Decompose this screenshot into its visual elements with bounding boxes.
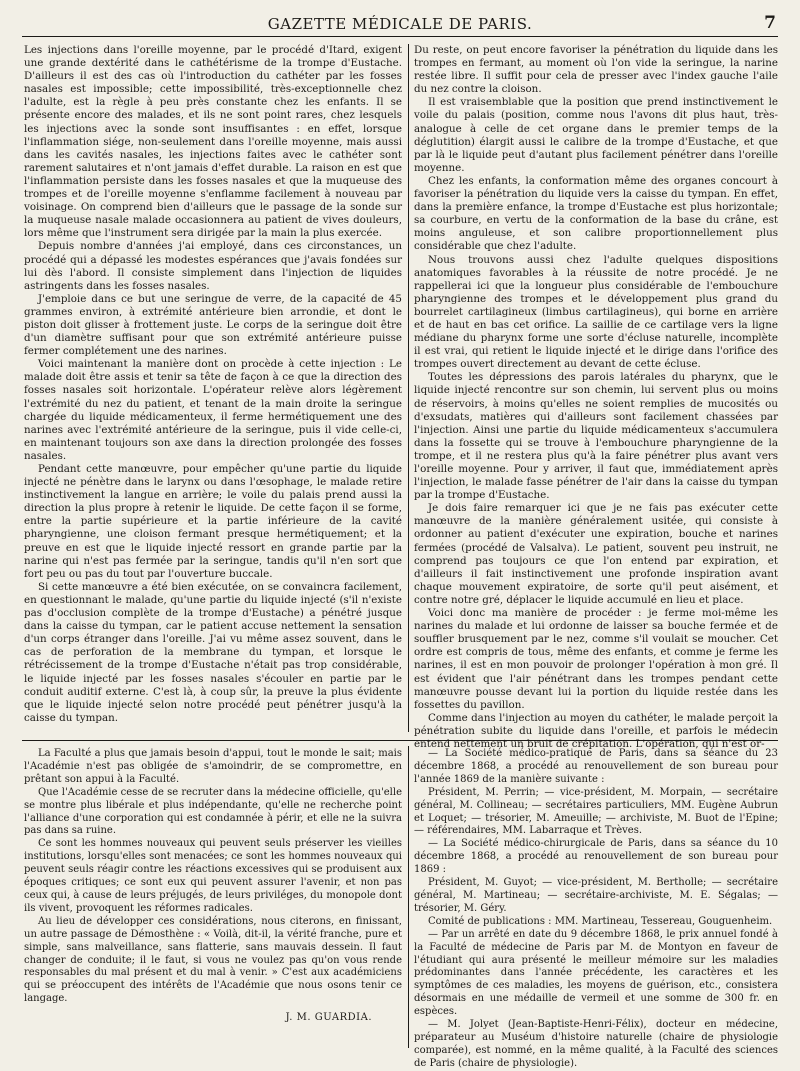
news-paragraph: Président, M. Guyot; — vice-président, M. Bertholle; — secrétaire général, M. Martineau; — secrétaire-archiviste, M. E. Ségalas; — trésorier, M. Géry.: [414, 877, 778, 914]
page-number: 7: [764, 13, 776, 33]
column-divider: [408, 44, 409, 732]
feuilleton-left-column: [24, 748, 402, 1048]
article-paragraph: Comme dans l'injection au moyen du cathéter, le malade perçoit la pénétration subite du liquide dans l'oreille, et parfois le médecin entend nettement un bruit de crépitation. L'opération, qui n'est or-: [414, 711, 778, 750]
news-column: [414, 748, 778, 1069]
news-paragraph: Comité de publications : MM. Martineau, Tessereau, Gouguenheim.: [428, 915, 773, 927]
article-paragraph: Pendant cette manœuvre, pour empêcher qu'une partie du liquide injecté ne pénètre dans le larynx ou dans l'œsophage, le malade retire instinctivement la langue en arrière; le voile du palais prend aussi la direction la plus propre à retenir le liquide. De cette façon il se forme, entre la partie supérieure et la partie inférieure de la cavité pharyngienne, une cloison fermant presque hermétiquement; et la preuve en est que le liquide injecté ressort en grande partie par la narine qui n'est pas fermée par la seringue, tandis qu'il n'en sort que fort peu ou pas du tout par l'ouverture buccale.: [24, 463, 402, 580]
article-paragraph: Du reste, on peut encore favoriser la pénétration du liquide dans les trompes en fermant, au moment où l'on vide la seringue, la narine restée libre. Il suffit pour cela de presser avec l'index gauche l'aile du nez contre la cloison.: [414, 44, 778, 96]
article-paragraph: Je dois faire remarquer ici que je ne fais pas exécuter cette manœuvre de la manière généralement usitée, qui consiste à ordonner au patient d'exécuter une expiration, bouche et narines fermées (procédé de Valsalva). Le patient, souvent peu instruit, ne comprend pas toujours ce que l'on entend par expiration, et d'ailleurs il fait instinctivement une profonde inspiration avant chaque mouvement expiratoire, de sorte qu'il peut aisément, et contre notre gré, déplacer le liquide accumulé en lieu et place.: [414, 502, 778, 606]
feuilleton-divider: [22, 740, 778, 741]
running-head: [22, 14, 778, 37]
article-paragraph: J'emploie dans ce but une seringue de verre, de la capacité de 45 grammes environ, à extrémité antérieure bien arrondie, et dont le piston doit glisser à frottement juste. Le corps de la seringue doit être d'un diamètre suffisant pour que son extrémité antérieure puisse fermer complétement une des narines.: [24, 292, 402, 358]
article-paragraph: Voici maintenant la manière dont on procède à cette injection : Le malade doit être assis et tenir sa tête de façon à ce que la direction des fosses nasales soit horizontale. L'opérateur relève alors légèrement l'extrémité du nez du patient, et tenant de la main droite la seringue chargée du liquide médicamenteux, il ferme hermétiquement une des narines avec l'extrémité antérieure de la seringue, puis il vide celle-ci, en maintenant toujours son axe dans la direction prolongée des fosses nasales.: [24, 358, 402, 462]
article-paragraph: Les injections dans l'oreille moyenne, par le procédé d'Itard, exigent une grande dextérité dans le cathétérisme de la trompe d'Eustache. D'ailleurs il est des cas où l'introduction du cathéter par les fosses nasales est impossible; cette impossibilité, très-exceptionnelle chez l'adulte, est la règle à peu près constante chez les enfants. Il se présente encore des malades, et ils ne sont point rares, chez lesquels les injections avec la sonde sont insuffisantes : en effet, lorsque l'inflammation siége, non-seulement dans l'oreille moyenne, mais aussi dans les cavités nasales, les injections faites avec le cathéter sont rarement salutaires et n'ont jamais d'effet durable. La raison en est que l'inflammation persiste dans les fosses nasales et que la muqueuse des trompes et de l'oreille moyenne s'enflamme facilement à nouveau par voisinage. On comprend bien d'ailleurs que le passage de la sonde sur la muqueuse nasale malade occasionnera au patient de vives douleurs, lors même que l'instrument sera dirigée par la main la plus exercée.: [24, 44, 402, 240]
feuilleton-paragraph: Ce sont les hommes nouveaux qui peuvent seuls préserver les vieilles institutions, lorsqu'elles sont menacées; ce sont les hommes nouveaux qui peuvent seuls réagir contre les réactions excessives qui se produisent aux époques critiques; ce sont eux qui peuvent assurer l'avenir, et non pas ceux qui, à cause de leurs préjugés, de leurs priviléges, du monopole dont ils vivent, provoquent les réformes radicales.: [24, 838, 402, 914]
column-divider: [408, 746, 409, 1048]
feuilleton-paragraph: Que l'Académie cesse de se recruter dans la médecine officielle, qu'elle se montre plus libérale et plus indépendante, qu'elle ne recherche point l'alliance d'une corporation qui est condamnée à périr, et elle ne la suivra pas dans sa ruine.: [24, 786, 402, 837]
article-paragraph: Depuis nombre d'années j'ai employé, dans ces circonstances, un procédé qui a dépassé les modestes espérances que j'avais fondées sur lui dès l'abord. Il consiste simplement dans l'injection de liquides astringents dans les fosses nasales.: [24, 240, 402, 292]
author-signature: J. M. GUARDIA.: [285, 1012, 372, 1024]
article-paragraph: Si cette manœuvre a été bien exécutée, on se convaincra facilement, en questionnant le malade, qu'une partie du liquide injecté (s'il n'existe pas d'occlusion complète de la trompe d'Eustache) a pénétré jusque dans la caisse du tympan, car le patient accuse nettement la sensation d'un corps étranger dans l'oreille. J'ai vu même assez souvent, dans le cas de perforation de la membrane du tympan, et lorsque le rétrécissement de la trompe d'Eustache n'était pas trop considérable, le liquide injecté par les fosses nasales s'écouler en partie par le conduit auditif externe. C'est là, à coup sûr, la preuve la plus évidente que le liquide injecté selon notre procédé peut pénétrer jusqu'à la caisse du tympan.: [24, 580, 402, 724]
news-paragraph: — M. Jolyet (Jean-Baptiste-Henri-Félix), docteur en médecine, préparateur au Muséum d'histoire naturelle (chaire de physiologie comparée), est nommé, en la même qualité, à la Faculté des sciences de Paris (chaire de physiologie).: [414, 1019, 778, 1069]
article-paragraph: Il est vraisemblable que la position que prend instinctivement le voile du palais (position, comme nous l'avons dit plus haut, très-analogue à celle de cet organe dans le premier temps de la déglutition) élargit aussi le calibre de la trompe d'Eustache, et que par là le liquide peut d'autant plus facilement pénétrer dans l'oreille moyenne.: [414, 96, 778, 174]
article-paragraph: Nous trouvons aussi chez l'adulte quelques dispositions anatomiques favorables à la réussite de notre procédé. Je ne rappellerai ici que la longueur plus considérable de l'embouchure pharyngienne des trompes et le développement plus grand du bourrelet cartilagineux (limbus cartilagineus), qui borne en arrière et de haut en bas cet orifice. La saillie de ce cartilage vers la ligne médiane du pharynx forme une sorte d'écluse naturelle, incomplète il est vrai, qui retient le liquide injecté et le dirige dans l'orifice des trompes ouvert directement au devant de cette écluse.: [414, 253, 778, 371]
article-left-column: [24, 44, 402, 729]
article-paragraph: Chez les enfants, la conformation même des organes concourt à favoriser la pénétration du liquide vers la caisse du tympan. En effet, dans la première enfance, la trompe d'Eustache est plus horizontale; sa courbure, en vertu de la conformation de la base du crâne, est moins anguleuse, et son calibre proportionnellement plus considérable que chez l'adulte.: [414, 174, 778, 253]
journal-title: GAZETTE MÉDICALE DE PARIS.: [267, 15, 533, 33]
article-right-column: [414, 44, 778, 750]
feuilleton-paragraph: La Faculté a plus que jamais besoin d'appui, tout le monde le sait; mais l'Académie n'est pas obligée de s'amoindrir, de se compromettre, en prêtant son appui à la Faculté.: [24, 748, 402, 785]
article-paragraph: Voici donc ma manière de procéder : je ferme moi-même les narines du malade et lui ordonne de laisser sa bouche fermée et de souffler brusquement par le nez, comme s'il voulait se moucher. Cet ordre est compris de tous, même des enfants, et comme je ferme les narines, il est en mon pouvoir de prolonger l'opération à mon gré. Il est évident que l'air pénétrant dans les trompes pendant cette manœuvre pousse devant lui la portion du liquide restée dans les fossettes du pavillon.: [414, 607, 778, 711]
news-paragraph: — Par un arrêté en date du 9 décembre 1868, le prix annuel fondé à la Faculté de médecine de Paris par M. de Montyon en faveur de l'étudiant qui aura présenté le meilleur mémoire sur les maladies prédominantes dans l'année précédente, les caractères et les symptômes de ces maladies, les moyens de guérison, etc., consistera désormais en une médaille de vermeil et une somme de 300 fr. en espèces.: [414, 928, 778, 1018]
article-paragraph: Toutes les dépressions des parois latérales du pharynx, que le liquide injecté rencontre sur son chemin, lui servent plus ou moins de réservoirs, à moins qu'elles ne soient remplies de mucosités ou d'exsudats, matières qui d'ailleurs sont facilement chassées par l'injection. Ainsi une partie du liquide médicamenteux s'accumulera dans la fossette qui se trouve à l'embouchure pharyngienne de la trompe, et il ne restera plus qu'à la faire pénétrer plus avant vers l'oreille moyenne. Pour y arriver, il faut que, immédiatement après l'injection, le malade fasse pénétrer de l'air dans la caisse du tympan par la trompe d'Eustache.: [414, 371, 778, 502]
news-paragraph: Président, M. Perrin; — vice-président, M. Morpain, — secrétaire général, M. Collineau; — secrétaires particuliers, MM. Eugène Aubrun et Loquet; — trésorier, M. Ameuille; — archiviste, M. Buot de l'Epine; — référendaires, MM. Labarraque et Trèves.: [414, 786, 778, 837]
feuilleton-paragraph: Au lieu de développer ces considérations, nous citerons, en finissant, un autre passage de Démosthène : « Voilà, dit-il, la vérité franche, pure et simple, sans malveillance, sans flatterie, sans mauvais dessein. Il faut changer de conduite; il le faut, si vous ne voulez pas qu'on vous rende responsables du mal présent et du mal à venir. » C'est aux académiciens qui se préoccupent des intérêts de l'Académie que nous osons tenir ce langage.: [24, 915, 402, 1005]
news-paragraph: — La Société médico-chirurgicale de Paris, dans sa séance du 10 décembre 1868, a procédé au renouvellement de son bureau pour 1869 :: [414, 838, 778, 876]
news-paragraph: — La Société médico-pratique de Paris, dans sa séance du 23 décembre 1868, a procédé au renouvellement de son bureau pour l'année 1869 de la manière suivante :: [414, 748, 778, 785]
